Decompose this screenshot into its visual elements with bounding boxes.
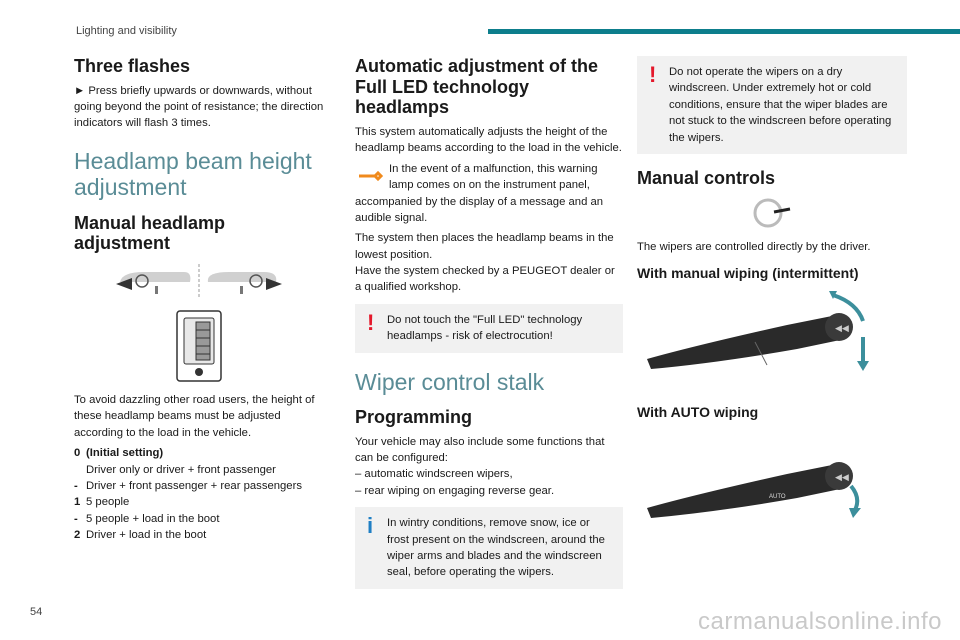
setting-row: - Driver + front passenger + rear passengers: [74, 479, 303, 492]
column-1: [74, 56, 324, 543]
svg-text:◀◀: ◀◀: [835, 322, 849, 333]
header-accent-bar: [488, 29, 960, 34]
beam-height-title: Headlamp beam height adjustment: [74, 147, 312, 201]
watermark: carmanualsonline.info: [698, 608, 942, 635]
stalk-auto-label: AUTO: [769, 493, 786, 500]
manual-controls-text: The wipers are controlled directly by the driver.: [637, 240, 871, 253]
setting-row: 0 (Initial setting): [74, 447, 164, 460]
manual-controls-title: Manual controls: [637, 167, 776, 188]
programming-title: Programming: [355, 407, 473, 427]
steering-wheel-icon: [752, 195, 792, 231]
column-3: [637, 56, 907, 531]
svg-text:◀◀: ◀◀: [835, 471, 849, 482]
intro-text: To avoid dazzling other road users, the height of these headlamp beams must be adjusted according to the load in the vehicle.: [74, 394, 315, 439]
malfunction-block: [355, 161, 623, 227]
winter-info-text: In wintry conditions, remove snow, ice or frost present on the windscreen, around the wiper arms and blades and the windscreen seal, before operating the wipers.: [387, 517, 605, 579]
wiper-stalk-title: Wiper control stalk: [355, 368, 545, 395]
auto-adjust-p4: Have the system checked by a PEUGEOT dealer or a qualified workshop.: [355, 265, 615, 294]
setting-row: 1 5 people: [74, 496, 130, 509]
setting-row: 2 Driver + load in the boot: [74, 529, 207, 542]
auto-adjust-p2: In the event of a malfunction, this warning lamp comes on on the instrument panel, accompanied by the display of a message and an audible signal.: [355, 162, 604, 224]
led-warning-box: [355, 304, 623, 353]
wrench-warning-icon: [355, 163, 385, 187]
three-flashes-title: Three flashes: [74, 56, 191, 76]
three-flashes-text: ► Press briefly upwards or downwards, without going beyond the point of resistance; the direction indicators will flash 3 times.: [74, 84, 324, 130]
programming-item: – rear wiping on engaging reverse gear.: [355, 484, 555, 497]
adjustment-wheel-icon: [176, 310, 222, 382]
info-icon: i: [367, 513, 374, 539]
programming-item: – automatic windscreen wipers,: [355, 468, 513, 481]
page-number: 54: [30, 606, 43, 618]
auto-adjust-p1: This system automatically adjusts the height of the headlamp beams according to the load in the vehicle.: [355, 126, 622, 155]
dry-warning-text: Do not operate the wipers on a dry windscreen. Under extremely hot or cold conditions, ensure that the wiper blades are not stuck to the windscreen before operating the wipers.: [669, 66, 892, 144]
setting-row: - 5 people + load in the boot: [74, 512, 220, 525]
exclamation-icon: !: [367, 309, 375, 335]
auto-wiping-title: With AUTO wiping: [637, 403, 759, 420]
wiper-stalk-auto-icon: [637, 436, 877, 526]
section-header: Lighting and visibility: [76, 25, 177, 37]
led-warning-text: Do not touch the "Full LED" technology headlamps - risk of electrocution!: [387, 313, 583, 343]
exclamation-icon: !: [649, 62, 657, 87]
manual-adjustment-title: Manual headlamp adjustment: [74, 212, 226, 254]
headlamp-diagram-icon: [114, 260, 284, 300]
winter-info-box: [355, 507, 623, 589]
manual-wiping-title: With manual wiping (intermittent): [637, 264, 859, 281]
programming-intro: Your vehicle may also include some functions that can be configured:: [355, 435, 605, 465]
auto-adjust-p3: The system then places the headlamp beams in the lowest position.: [355, 232, 614, 261]
auto-adjust-title: Automatic adjustment of the Full LED technology headlamps: [355, 56, 599, 118]
setting-row: Driver only or driver + front passenger: [86, 463, 276, 476]
wiper-stalk-manual-icon: [637, 287, 877, 377]
dry-warning-box: [637, 56, 907, 154]
column-2: [355, 56, 623, 599]
